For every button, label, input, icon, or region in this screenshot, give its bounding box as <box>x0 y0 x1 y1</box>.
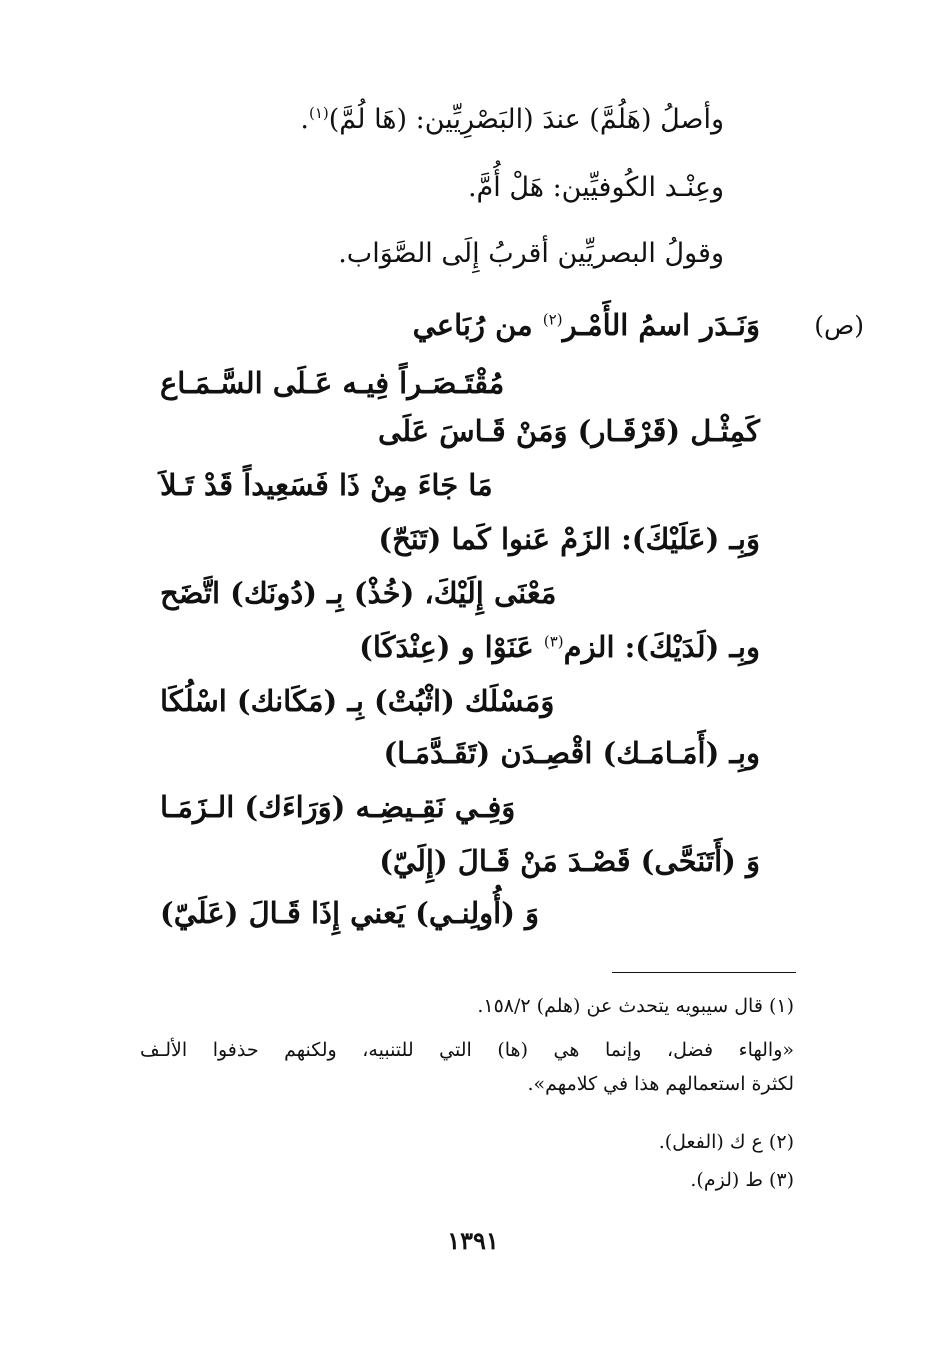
verse-line <box>160 572 556 614</box>
verse-line <box>160 892 539 934</box>
verse-line <box>378 518 760 560</box>
footnote-ref: (٣) <box>543 632 564 651</box>
intro-end: . <box>300 104 309 135</box>
intro-line <box>300 100 724 140</box>
intro-text: وأصلُ (هَلُمَّ) عندَ (البَصْرِيِّين: (هَا لُمَّ) <box>328 104 724 135</box>
verse-line <box>379 840 760 882</box>
verse-text: وَ (أُولِنـي) يَعني إِذَا قَـالَ (عَلَيّ) <box>160 896 540 930</box>
verse-line <box>378 410 760 452</box>
verse-text: مَعْنَى إِلَيْكَ، (خُذْ) بِـ (دُونَك) اتَّضَح <box>160 576 557 610</box>
verse-line <box>160 464 493 506</box>
footnote-line: (٢) ع ك (الفعل). <box>658 1131 794 1153</box>
footnote-line: (٣) ط (لزم). <box>690 1169 794 1191</box>
page-number: ١٣٩١ <box>447 1226 499 1255</box>
footnote-line: (١) قال سيبويه يتحدث عن (هلم) ١٥٨/٢. <box>477 995 794 1017</box>
footnote-ref: (١) <box>308 104 329 122</box>
verse-text: من رُبَاعي <box>412 308 543 342</box>
footnote-line: لكثرة استعمالهم هذا في كلامهم». <box>527 1073 794 1095</box>
verse-text: مَا جَاءَ مِنْ ذَا فَسَعِيداً قَدْ تَـلاَ <box>160 468 493 502</box>
verse-text: وَبِـ (عَلَيْكَ): الزَمْ عَنوا كَما (تَنَحّ) <box>378 522 760 556</box>
verse-text: وبِـ (لَدَيْكَ): الزم <box>563 630 760 664</box>
verse-marker: (ص) <box>814 311 864 340</box>
verse-line <box>160 362 504 404</box>
intro-text: وعِنْـد الكُوفيِّين: هَلْ أُمَّ. <box>467 172 724 203</box>
verse-text: عَنَوْا و (عِنْدَكَا) <box>359 630 544 664</box>
footnote-ref: (٢) <box>542 310 563 329</box>
verse-line <box>359 626 760 668</box>
verse-text: وَمَسْلَك (اثْبُتْ) بِـ (مَكَانك) اسْلُكَا <box>160 684 555 718</box>
verse-text: وَ (أَتَنَحَّى) قَصْـدَ مَنْ قَـالَ (إِلَيّ) <box>379 844 760 878</box>
verse-text: كَمِثْـل (قَرْقَـار) وَمَنْ قَـاسَ عَلَى <box>378 414 760 448</box>
verse-line <box>413 304 760 346</box>
verse-text: مُقْتَـصَـراً فِيـه عَـلَى السَّـمَـاع <box>160 366 505 400</box>
footnote-divider <box>612 972 796 973</box>
intro-text: وقولُ البصريِّين أقربُ إِلَى الصَّوَاب. <box>338 238 724 269</box>
verse-text: وبِـ (أَمَـامَـك) اقْصِـدَن (تَقَـدَّمَـا) <box>383 736 760 770</box>
footnote-line: «والهاء فضل، وإنما هي (ها) التي للتنبيه، ولكنهم حذفوا الألـف <box>140 1039 794 1061</box>
verse-text: وَنَـدَر اسمُ الأَمْـر <box>562 308 760 342</box>
verse-text: وَفِـي نَقِـيضِـه (وَرَاءَك) الـزَمَـا <box>160 790 516 824</box>
intro-line <box>338 234 724 274</box>
verse-line <box>383 732 760 774</box>
verse-line <box>160 680 554 722</box>
intro-line <box>468 168 724 208</box>
verse-line <box>160 786 515 828</box>
